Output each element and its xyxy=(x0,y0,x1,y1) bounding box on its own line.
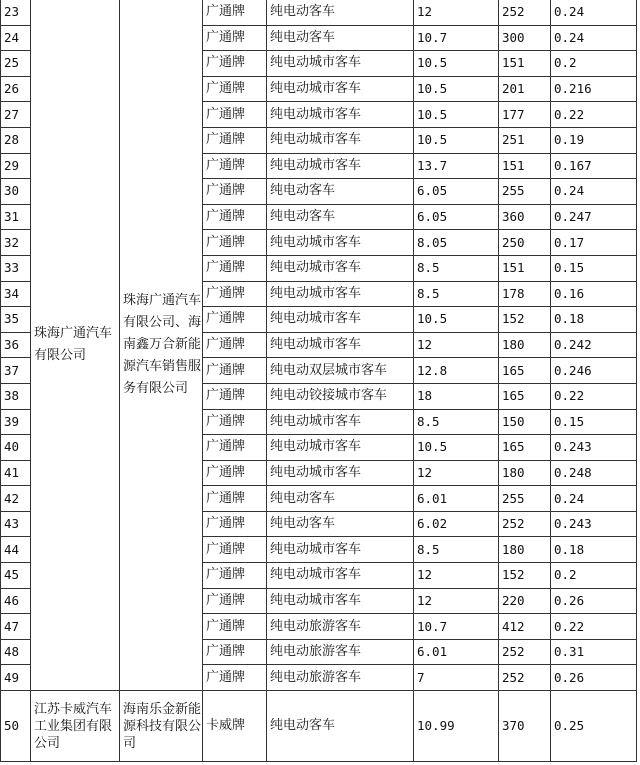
range-cell: 180 xyxy=(499,537,551,563)
brand-cell: 广通牌 xyxy=(203,486,267,512)
manufacturer-cell: 珠海广通汽车有限公司 xyxy=(31,0,120,691)
length-cell: 8.5 xyxy=(414,537,499,563)
brand-cell: 广通牌 xyxy=(203,230,267,256)
row-number: 46 xyxy=(1,588,31,614)
length-cell: 8.5 xyxy=(414,409,499,435)
energy-cell: 0.243 xyxy=(551,511,637,537)
energy-cell: 0.31 xyxy=(551,639,637,665)
length-cell: 10.7 xyxy=(414,614,499,640)
brand-cell: 广通牌 xyxy=(203,409,267,435)
length-cell: 12 xyxy=(414,460,499,486)
row-number: 49 xyxy=(1,665,31,691)
vehicle-type-cell: 纯电动客车 xyxy=(267,511,414,537)
energy-cell: 0.24 xyxy=(551,486,637,512)
range-cell: 252 xyxy=(499,639,551,665)
vehicle-type-cell: 纯电动旅游客车 xyxy=(267,639,414,665)
length-cell: 8.5 xyxy=(414,281,499,307)
brand-cell: 广通牌 xyxy=(203,204,267,230)
table-row xyxy=(1,691,637,762)
energy-cell: 0.26 xyxy=(551,588,637,614)
row-number: 50 xyxy=(1,691,31,762)
length-cell: 6.05 xyxy=(414,204,499,230)
row-number: 39 xyxy=(1,409,31,435)
table-body xyxy=(1,0,637,762)
row-number: 41 xyxy=(1,460,31,486)
range-cell: 251 xyxy=(499,127,551,153)
brand-cell: 广通牌 xyxy=(203,179,267,205)
range-cell: 151 xyxy=(499,153,551,179)
energy-cell: 0.24 xyxy=(551,179,637,205)
range-cell: 220 xyxy=(499,588,551,614)
brand-cell: 广通牌 xyxy=(203,281,267,307)
length-cell: 8.5 xyxy=(414,255,499,281)
range-cell: 252 xyxy=(499,511,551,537)
brand-cell: 广通牌 xyxy=(203,511,267,537)
energy-cell: 0.22 xyxy=(551,383,637,409)
length-cell: 12 xyxy=(414,0,499,25)
row-number: 26 xyxy=(1,76,31,102)
range-cell: 370 xyxy=(499,691,551,762)
brand-cell: 广通牌 xyxy=(203,614,267,640)
energy-cell: 0.24 xyxy=(551,25,637,51)
brand-cell: 广通牌 xyxy=(203,0,267,25)
range-cell: 250 xyxy=(499,230,551,256)
vehicle-type-cell: 纯电动城市客车 xyxy=(267,435,414,461)
energy-cell: 0.22 xyxy=(551,102,637,128)
length-cell: 10.5 xyxy=(414,102,499,128)
energy-cell: 0.18 xyxy=(551,537,637,563)
brand-cell: 广通牌 xyxy=(203,332,267,358)
range-cell: 151 xyxy=(499,255,551,281)
length-cell: 10.5 xyxy=(414,435,499,461)
brand-cell: 广通牌 xyxy=(203,51,267,77)
vehicle-type-cell: 纯电动客车 xyxy=(267,486,414,512)
range-cell: 177 xyxy=(499,102,551,128)
row-number: 45 xyxy=(1,563,31,589)
energy-cell: 0.242 xyxy=(551,332,637,358)
row-number: 40 xyxy=(1,435,31,461)
length-cell: 6.01 xyxy=(414,639,499,665)
vehicle-type-cell: 纯电动城市客车 xyxy=(267,76,414,102)
length-cell: 12.8 xyxy=(414,358,499,384)
vehicle-type-cell: 纯电动城市客车 xyxy=(267,51,414,77)
range-cell: 152 xyxy=(499,307,551,333)
range-cell: 252 xyxy=(499,0,551,25)
brand-cell: 广通牌 xyxy=(203,460,267,486)
vehicle-type-cell: 纯电动客车 xyxy=(267,0,414,25)
applicant-cell: 珠海广通汽车有限公司、海南鑫万合新能源汽车销售服务有限公司 xyxy=(120,0,203,691)
length-cell: 10.5 xyxy=(414,127,499,153)
vehicle-type-cell: 纯电动城市客车 xyxy=(267,102,414,128)
brand-cell: 广通牌 xyxy=(203,127,267,153)
brand-cell: 广通牌 xyxy=(203,383,267,409)
vehicle-type-cell: 纯电动城市客车 xyxy=(267,281,414,307)
vehicle-type-cell: 纯电动城市客车 xyxy=(267,409,414,435)
range-cell: 180 xyxy=(499,460,551,486)
vehicle-type-cell: 纯电动旅游客车 xyxy=(267,614,414,640)
length-cell: 6.02 xyxy=(414,511,499,537)
range-cell: 255 xyxy=(499,179,551,205)
manufacturer-cell: 江苏卡威汽车工业集团有限公司 xyxy=(31,691,120,762)
row-number: 44 xyxy=(1,537,31,563)
brand-cell: 广通牌 xyxy=(203,255,267,281)
vehicle-type-cell: 纯电动城市客车 xyxy=(267,332,414,358)
row-number: 33 xyxy=(1,255,31,281)
vehicle-type-cell: 纯电动城市客车 xyxy=(267,460,414,486)
range-cell: 255 xyxy=(499,486,551,512)
brand-cell: 广通牌 xyxy=(203,639,267,665)
length-cell: 6.05 xyxy=(414,179,499,205)
range-cell: 252 xyxy=(499,665,551,691)
energy-cell: 0.2 xyxy=(551,563,637,589)
length-cell: 12 xyxy=(414,563,499,589)
energy-cell: 0.17 xyxy=(551,230,637,256)
applicant-cell: 海南乐金新能源科技有限公司 xyxy=(120,691,203,762)
row-number: 25 xyxy=(1,51,31,77)
energy-cell: 0.216 xyxy=(551,76,637,102)
range-cell: 201 xyxy=(499,76,551,102)
vehicle-type-cell: 纯电动城市客车 xyxy=(267,588,414,614)
range-cell: 180 xyxy=(499,332,551,358)
range-cell: 152 xyxy=(499,563,551,589)
row-number: 27 xyxy=(1,102,31,128)
energy-cell: 0.248 xyxy=(551,460,637,486)
range-cell: 165 xyxy=(499,435,551,461)
range-cell: 360 xyxy=(499,204,551,230)
row-number: 47 xyxy=(1,614,31,640)
range-cell: 300 xyxy=(499,25,551,51)
brand-cell: 广通牌 xyxy=(203,665,267,691)
brand-cell: 广通牌 xyxy=(203,563,267,589)
range-cell: 150 xyxy=(499,409,551,435)
energy-cell: 0.2 xyxy=(551,51,637,77)
row-number: 23 xyxy=(1,0,31,25)
energy-cell: 0.246 xyxy=(551,358,637,384)
length-cell: 7 xyxy=(414,665,499,691)
row-number: 37 xyxy=(1,358,31,384)
energy-cell: 0.26 xyxy=(551,665,637,691)
range-cell: 165 xyxy=(499,383,551,409)
vehicle-type-cell: 纯电动客车 xyxy=(267,204,414,230)
brand-cell: 广通牌 xyxy=(203,537,267,563)
row-number: 43 xyxy=(1,511,31,537)
length-cell: 10.5 xyxy=(414,307,499,333)
row-number: 36 xyxy=(1,332,31,358)
vehicle-type-cell: 纯电动双层城市客车 xyxy=(267,358,414,384)
vehicle-type-cell: 纯电动客车 xyxy=(267,179,414,205)
energy-cell: 0.243 xyxy=(551,435,637,461)
energy-cell: 0.18 xyxy=(551,307,637,333)
vehicle-type-cell: 纯电动城市客车 xyxy=(267,307,414,333)
vehicle-type-cell: 纯电动城市客车 xyxy=(267,255,414,281)
energy-cell: 0.247 xyxy=(551,204,637,230)
length-cell: 8.05 xyxy=(414,230,499,256)
length-cell: 10.5 xyxy=(414,51,499,77)
range-cell: 412 xyxy=(499,614,551,640)
vehicle-type-cell: 纯电动旅游客车 xyxy=(267,665,414,691)
range-cell: 178 xyxy=(499,281,551,307)
energy-cell: 0.19 xyxy=(551,127,637,153)
brand-cell: 广通牌 xyxy=(203,102,267,128)
length-cell: 6.01 xyxy=(414,486,499,512)
energy-cell: 0.15 xyxy=(551,409,637,435)
row-number: 35 xyxy=(1,307,31,333)
vehicle-type-cell: 纯电动铰接城市客车 xyxy=(267,383,414,409)
row-number: 24 xyxy=(1,25,31,51)
vehicle-type-cell: 纯电动客车 xyxy=(267,25,414,51)
vehicle-type-cell: 纯电动城市客车 xyxy=(267,153,414,179)
row-number: 28 xyxy=(1,127,31,153)
brand-cell: 广通牌 xyxy=(203,588,267,614)
range-cell: 151 xyxy=(499,51,551,77)
length-cell: 10.7 xyxy=(414,25,499,51)
brand-cell: 卡威牌 xyxy=(203,691,267,762)
energy-cell: 0.167 xyxy=(551,153,637,179)
row-number: 34 xyxy=(1,281,31,307)
table-row xyxy=(1,0,637,25)
row-number: 29 xyxy=(1,153,31,179)
energy-cell: 0.15 xyxy=(551,255,637,281)
length-cell: 10.99 xyxy=(414,691,499,762)
row-number: 30 xyxy=(1,179,31,205)
length-cell: 10.5 xyxy=(414,76,499,102)
length-cell: 12 xyxy=(414,332,499,358)
vehicle-type-cell: 纯电动城市客车 xyxy=(267,563,414,589)
vehicle-type-cell: 纯电动客车 xyxy=(267,691,414,762)
length-cell: 18 xyxy=(414,383,499,409)
energy-cell: 0.16 xyxy=(551,281,637,307)
brand-cell: 广通牌 xyxy=(203,76,267,102)
row-number: 32 xyxy=(1,230,31,256)
energy-cell: 0.22 xyxy=(551,614,637,640)
row-number: 48 xyxy=(1,639,31,665)
brand-cell: 广通牌 xyxy=(203,153,267,179)
brand-cell: 广通牌 xyxy=(203,307,267,333)
length-cell: 12 xyxy=(414,588,499,614)
vehicle-type-cell: 纯电动城市客车 xyxy=(267,127,414,153)
brand-cell: 广通牌 xyxy=(203,25,267,51)
row-number: 31 xyxy=(1,204,31,230)
vehicle-type-cell: 纯电动城市客车 xyxy=(267,230,414,256)
range-cell: 165 xyxy=(499,358,551,384)
energy-cell: 0.24 xyxy=(551,0,637,25)
brand-cell: 广通牌 xyxy=(203,435,267,461)
brand-cell: 广通牌 xyxy=(203,358,267,384)
energy-cell: 0.25 xyxy=(551,691,637,762)
row-number: 42 xyxy=(1,486,31,512)
vehicle-type-cell: 纯电动城市客车 xyxy=(267,537,414,563)
row-number: 38 xyxy=(1,383,31,409)
length-cell: 13.7 xyxy=(414,153,499,179)
